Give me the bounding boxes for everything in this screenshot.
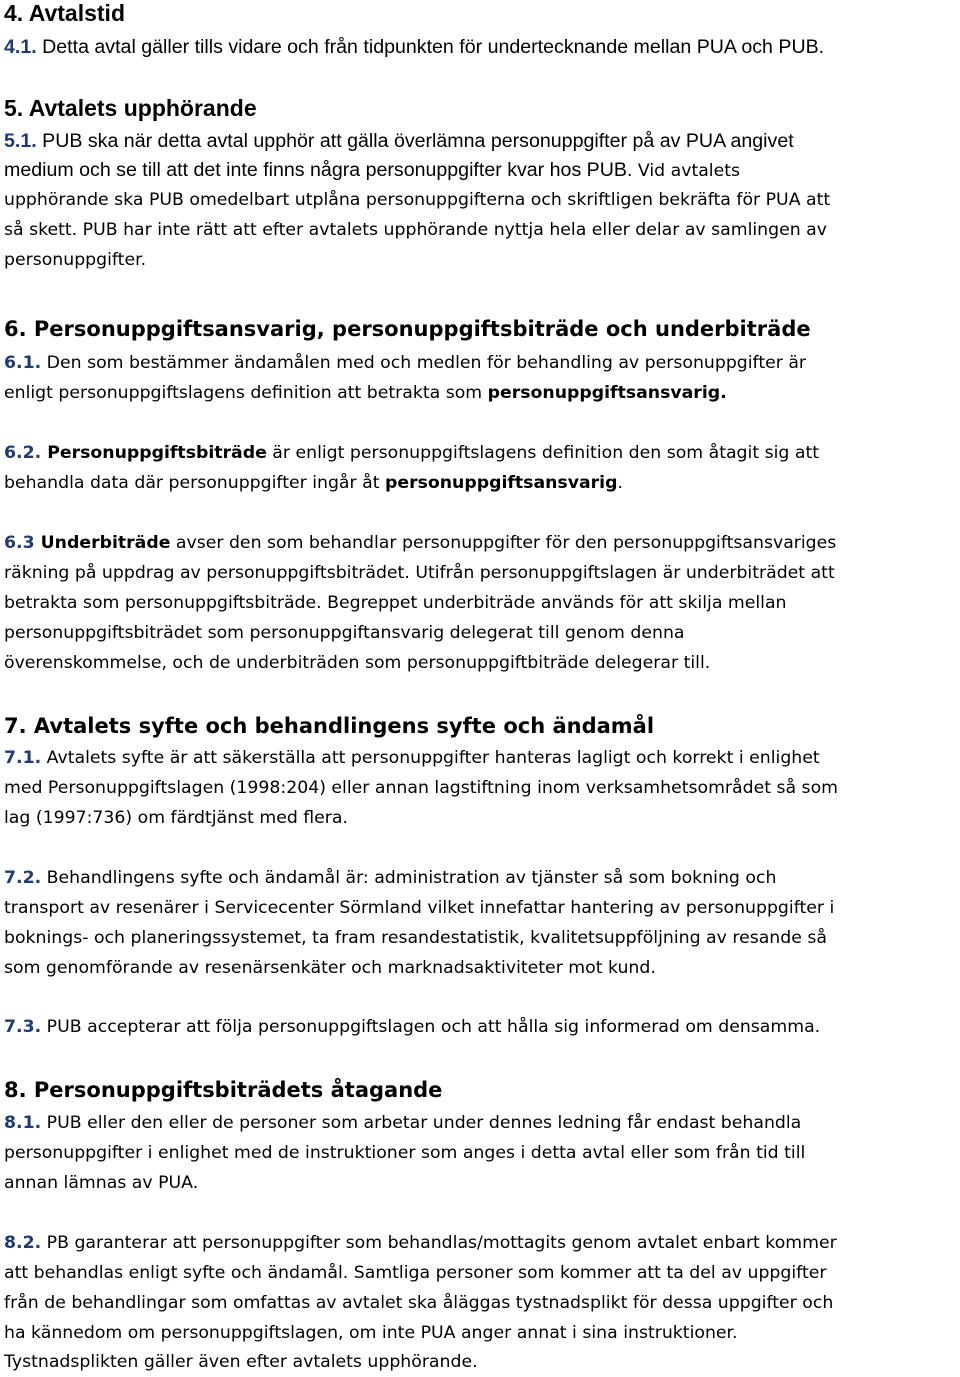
clause-6-3-line-3: betrakta som personuppgiftsbiträde. Begreppet underbiträde används för att skilja mellan (4, 593, 787, 613)
clause-number: 7.1. (4, 748, 42, 768)
section-7-heading: 7. Avtalets syfte och behandlingens syfte och ändamål (4, 714, 655, 738)
clause-number: 6.2. (4, 443, 42, 463)
clause-5-1-line-3: upphörande ska PUB omedelbart utplåna personuppgifterna och skriftligen bekräfta för PUA att (4, 190, 831, 210)
section-6-heading: 6. Personuppgiftsansvarig, personuppgiftsbiträde och underbiträde (4, 317, 811, 341)
clause-number: 6.1. (4, 353, 42, 373)
clause-6-3-line-2: räkning på uppdrag av personuppgiftsbiträdet. Utifrån personuppgiftslagen är underbiträdet att (4, 563, 835, 583)
clause-number: 7.2. (4, 868, 42, 888)
clause-7-2-line-2: transport av resenärer i Servicecenter Sörmland vilket innefattar hantering av personuppgifter i (4, 898, 835, 918)
clause-6-2-line-1: 6.2. Personuppgiftsbiträde är enligt personuppgiftslagens definition den som åtagit sig att (4, 443, 820, 463)
clause-number: 8.2. (4, 1233, 42, 1253)
clause-8-2-line-1: 8.2. PB garanterar att personuppgifter som behandlas/mottagits genom avtalet enbart kommer (4, 1233, 837, 1253)
clause-5-1-line-4: så skett. PUB har inte rätt att efter avtalets upphörande nyttja hela eller delar av samlingen av (4, 220, 828, 240)
clause-5-1-line-1: 5.1. PUB ska när detta avtal upphör att gälla överlämna personuppgifter på av PUA angivet (4, 130, 794, 152)
clause-number: 8.1. (4, 1113, 42, 1133)
section-4-heading: 4. Avtalstid (4, 0, 125, 26)
clause-8-1-line-2: personuppgifter i enlighet med de instruktioner som anges i detta avtal eller som från tid till (4, 1143, 806, 1163)
defined-term: personuppgiftsansvarig (384, 473, 618, 493)
clause-7-2-line-3: boknings- och planeringssystemet, ta fram resandestatistik, kvalitetsuppföljning av resande så (4, 928, 827, 948)
defined-term: Personuppgiftsbiträde (41, 443, 267, 463)
clause-6-3-line-1: 6.3 Underbiträde avser den som behandlar personuppgifter för den personuppgiftsansvariges (4, 533, 837, 553)
clause-5-1-line-2: medium och se till att det inte finns några personuppgifter kvar hos PUB. Vid avtalets (4, 159, 741, 181)
clause-8-2-line-4: ha kännedom om personuppgiftslagen, om inte PUA anger annat i sina instruktioner. (4, 1323, 738, 1343)
defined-term: personuppgiftsansvarig. (487, 383, 727, 403)
clause-7-1-line-2: med Personuppgiftslagen (1998:204) eller annan lagstiftning inom verksamhetsområdet så som (4, 778, 838, 798)
clause-8-2-line-3: från de behandlingar som omfattas av avtalet ska åläggas tystnadsplikt för dessa uppgifter och (4, 1293, 834, 1313)
clause-7-3: 7.3. PUB accepterar att följa personuppgiftslagen och att hålla sig informerad om densamma. (4, 1017, 821, 1037)
clause-6-1-line-2: enligt personuppgiftslagens definition att betrakta som personuppgiftsansvarig. (4, 383, 727, 403)
defined-term: Underbiträde (34, 533, 171, 553)
clause-4-1: 4.1. Detta avtal gäller tills vidare och från tidpunkten för undertecknande mellan PUA och PUB. (4, 36, 825, 58)
clause-number: 6.3 (4, 533, 35, 553)
clause-8-1-line-3: annan lämnas av PUA. (4, 1173, 199, 1193)
clause-6-3-line-4: personuppgiftsbiträdet som personuppgiftansvarig delegerat till genom denna (4, 623, 685, 643)
clause-number: 7.3. (4, 1017, 42, 1037)
clause-7-2-line-1: 7.2. Behandlingens syfte och ändamål är: administration av tjänster så som bokning och (4, 868, 777, 888)
clause-7-2-line-4: som genomförande av resenärsenkäter och marknadsaktiviteter mot kund. (4, 958, 656, 978)
clause-7-1-line-3: lag (1997:736) om färdtjänst med flera. (4, 808, 348, 828)
clause-6-3-line-5: överenskommelse, och de underbiträden som personuppgiftbiträde delegerar till. (4, 653, 711, 673)
clause-8-2-line-5: Tystnadsplikten gäller även efter avtalets upphörande. (4, 1352, 478, 1372)
clause-number: 5.1. (4, 130, 37, 152)
clause-8-1-line-1: 8.1. PUB eller den eller de personer som arbetar under dennes ledning får endast behandla (4, 1113, 802, 1133)
clause-5-1-line-5: personuppgifter. (4, 250, 147, 270)
clause-6-2-line-2: behandla data där personuppgifter ingår åt personuppgiftsansvarig. (4, 473, 623, 493)
clause-6-1-line-1: 6.1. Den som bestämmer ändamålen med och medlen för behandling av personuppgifter är (4, 353, 807, 373)
section-5-heading: 5. Avtalets upphörande (4, 95, 257, 121)
clause-number: 4.1. (4, 36, 37, 58)
section-8-heading: 8. Personuppgiftsbiträdets åtagande (4, 1078, 443, 1102)
clause-7-1-line-1: 7.1. Avtalets syfte är att säkerställa att personuppgifter hanteras lagligt och korrekt i enlighet (4, 748, 820, 768)
clause-8-2-line-2: att behandlas enligt syfte och ändamål. Samtliga personer som kommer att ta del av uppgifter (4, 1263, 827, 1283)
